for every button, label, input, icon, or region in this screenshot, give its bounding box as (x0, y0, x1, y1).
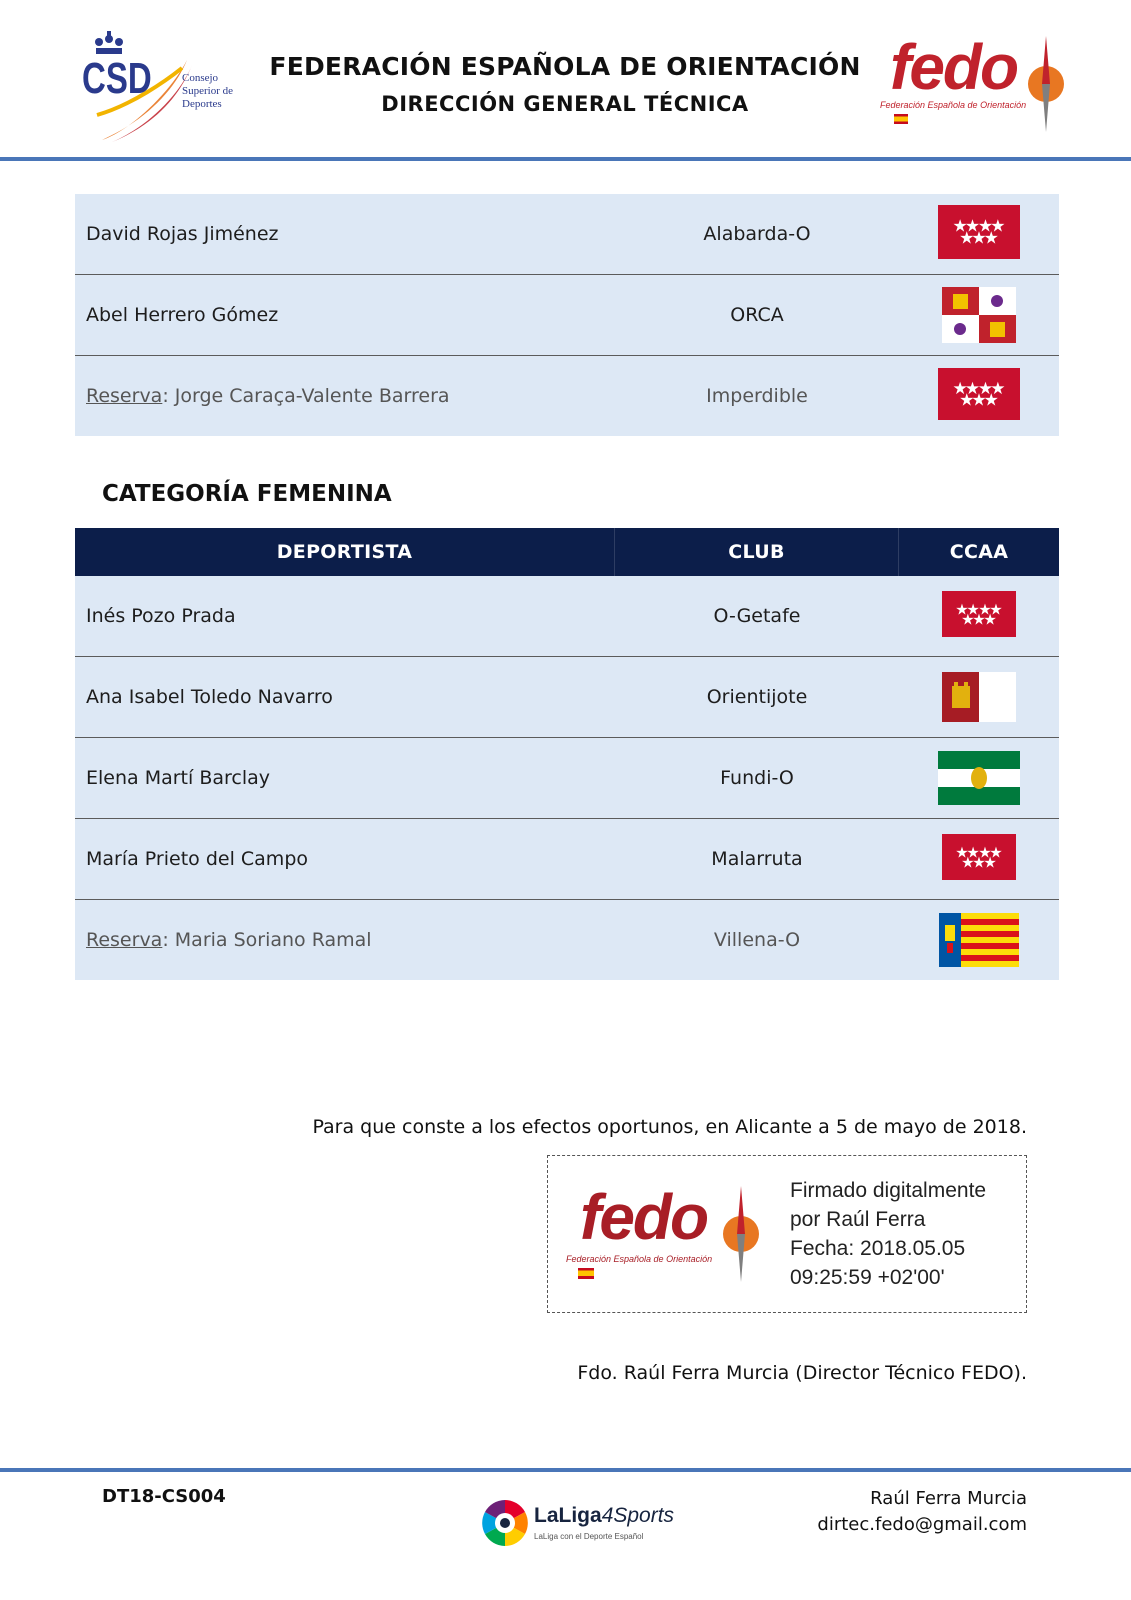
athlete-name: David Rojas Jiménez (86, 223, 279, 245)
svg-text:★: ★ (959, 390, 975, 411)
compass-icon (1026, 36, 1066, 132)
svg-text:★: ★ (952, 378, 968, 399)
svg-text:★: ★ (959, 228, 975, 249)
svg-text:★: ★ (972, 853, 986, 872)
document-code: DT18-CS004 (102, 1486, 226, 1507)
column-header-ccaa: CCAA (949, 541, 1009, 563)
signature-line-2: por Raúl Ferra (790, 1208, 926, 1231)
svg-text:★: ★ (972, 610, 986, 629)
sponsor-name: LaLiga (534, 1504, 602, 1527)
svg-text:★: ★ (952, 216, 968, 237)
laliga-logo-icon (482, 1500, 528, 1546)
castilla-leon-flag-icon (942, 287, 1016, 343)
contact-email[interactable]: dirtec.fedo@gmail.com (817, 1514, 1027, 1535)
athlete-name: Elena Martí Barclay (86, 767, 270, 789)
table-row (75, 819, 1059, 900)
page-title: FEDERACIÓN ESPAÑOLA DE ORIENTACIÓN (269, 52, 861, 81)
signature-fedo-wordmark: fedo (580, 1181, 708, 1253)
fedo-logo (878, 31, 1088, 132)
column-header-athlete: DEPORTISTA (75, 528, 615, 576)
svg-text:★: ★ (964, 378, 981, 399)
csd-line1: Consejo (182, 72, 219, 84)
svg-text:★: ★ (989, 843, 1003, 862)
madrid-flag-icon (938, 368, 1020, 424)
svg-text:★: ★ (983, 228, 999, 249)
section-title-female: CATEGORÍA FEMENINA (102, 481, 392, 507)
club-name: Imperdible (706, 385, 808, 407)
madrid-flag-icon (938, 205, 1020, 263)
svg-text:★: ★ (955, 843, 969, 862)
table-row (75, 576, 1059, 657)
compass-icon (721, 1186, 761, 1282)
athlete-name: Abel Herrero Gómez (86, 304, 279, 326)
svg-text:★: ★ (955, 600, 969, 619)
signature-fedo-logo (566, 1182, 776, 1292)
svg-text:★: ★ (989, 600, 1003, 619)
signature-line-4: 09:25:59 +02'00' (790, 1266, 945, 1289)
athlete-name: Jorge Caraça-Valente Barrera (174, 385, 450, 407)
table-row (75, 900, 1059, 980)
svg-text:★: ★ (977, 216, 994, 237)
club-name: Orientijote (706, 686, 808, 708)
signature-fedo-tagline: Federación Española de Orientación (566, 1254, 713, 1264)
reserve-label: Reserva (86, 929, 163, 951)
madrid-flag-icon (942, 834, 1016, 884)
club-name: Villena-O (713, 929, 801, 951)
digital-signature-box (547, 1155, 1027, 1313)
svg-text:★: ★ (977, 378, 994, 399)
club-name: Alabarda-O (703, 223, 811, 245)
athlete-name: Ana Isabel Toledo Navarro (86, 686, 333, 708)
club-name: O-Getafe (713, 605, 801, 627)
svg-text:★: ★ (983, 610, 997, 629)
table-row (75, 356, 1059, 436)
svg-text:★: ★ (990, 378, 1006, 399)
club-name: ORCA (730, 304, 784, 326)
csd-abbr: CSD (82, 54, 152, 103)
signed-by: Fdo. Raúl Ferra Murcia (Director Técnico FEDO). (577, 1362, 1027, 1384)
svg-text:★: ★ (961, 610, 975, 629)
table-row (75, 657, 1059, 738)
csd-line2: Superior de (182, 85, 234, 97)
header-rule (0, 157, 1131, 161)
column-header-club: CLUB (615, 528, 899, 576)
svg-text:★: ★ (966, 600, 980, 619)
svg-text:★: ★ (983, 390, 999, 411)
spain-flag-icon (578, 1268, 594, 1279)
signature-line-3: Fecha: 2018.05.05 (790, 1237, 966, 1260)
contact-name: Raúl Ferra Murcia (870, 1488, 1027, 1509)
reserve-separator: : (162, 385, 175, 407)
castilla-la-mancha-flag-icon (942, 672, 1016, 722)
svg-text:★: ★ (966, 843, 980, 862)
club-name: Fundi-O (720, 767, 794, 789)
table-header (75, 528, 1059, 576)
table-row (75, 738, 1059, 819)
reserve-label: Reserva (86, 385, 163, 407)
footer-rule (0, 1468, 1131, 1472)
svg-text:★: ★ (971, 228, 987, 249)
andalucia-flag-icon (938, 751, 1020, 805)
athlete-name: Maria Soriano Ramal (174, 929, 372, 951)
table-row (75, 275, 1059, 356)
svg-text:★: ★ (971, 390, 987, 411)
svg-text:★: ★ (990, 216, 1006, 237)
csd-line3: Deportes (182, 98, 222, 110)
csd-logo (82, 30, 242, 148)
madrid-flag-icon (942, 591, 1016, 641)
reserve-separator: : (162, 929, 175, 951)
male-table (75, 194, 1059, 436)
fedo-tagline: Federación Española de Orientación (880, 100, 1027, 110)
svg-text:★: ★ (983, 853, 997, 872)
table-row (75, 194, 1059, 275)
signature-line-1: Firmado digitalmente (790, 1179, 987, 1202)
svg-text:★: ★ (978, 600, 992, 619)
female-table (75, 528, 1059, 980)
sponsor-tagline: LaLiga con el Deporte Español (534, 1532, 644, 1541)
fedo-wordmark: fedo (890, 31, 1018, 103)
athlete-name: María Prieto del Campo (86, 848, 308, 870)
spain-flag-icon (894, 114, 908, 124)
svg-text:★: ★ (961, 853, 975, 872)
athlete-name: Inés Pozo Prada (86, 605, 236, 627)
valencia-flag-icon (939, 913, 1019, 967)
page-subtitle: DIRECCIÓN GENERAL TÉCNICA (381, 92, 749, 116)
closing-statement: Para que conste a los efectos oportunos, en Alicante a 5 de mayo de 2018. (312, 1116, 1027, 1138)
svg-text:★: ★ (978, 843, 992, 862)
sponsor-suffix: 4Sports (601, 1504, 675, 1527)
svg-text:★: ★ (964, 216, 981, 237)
club-name: Malarruta (711, 848, 803, 870)
